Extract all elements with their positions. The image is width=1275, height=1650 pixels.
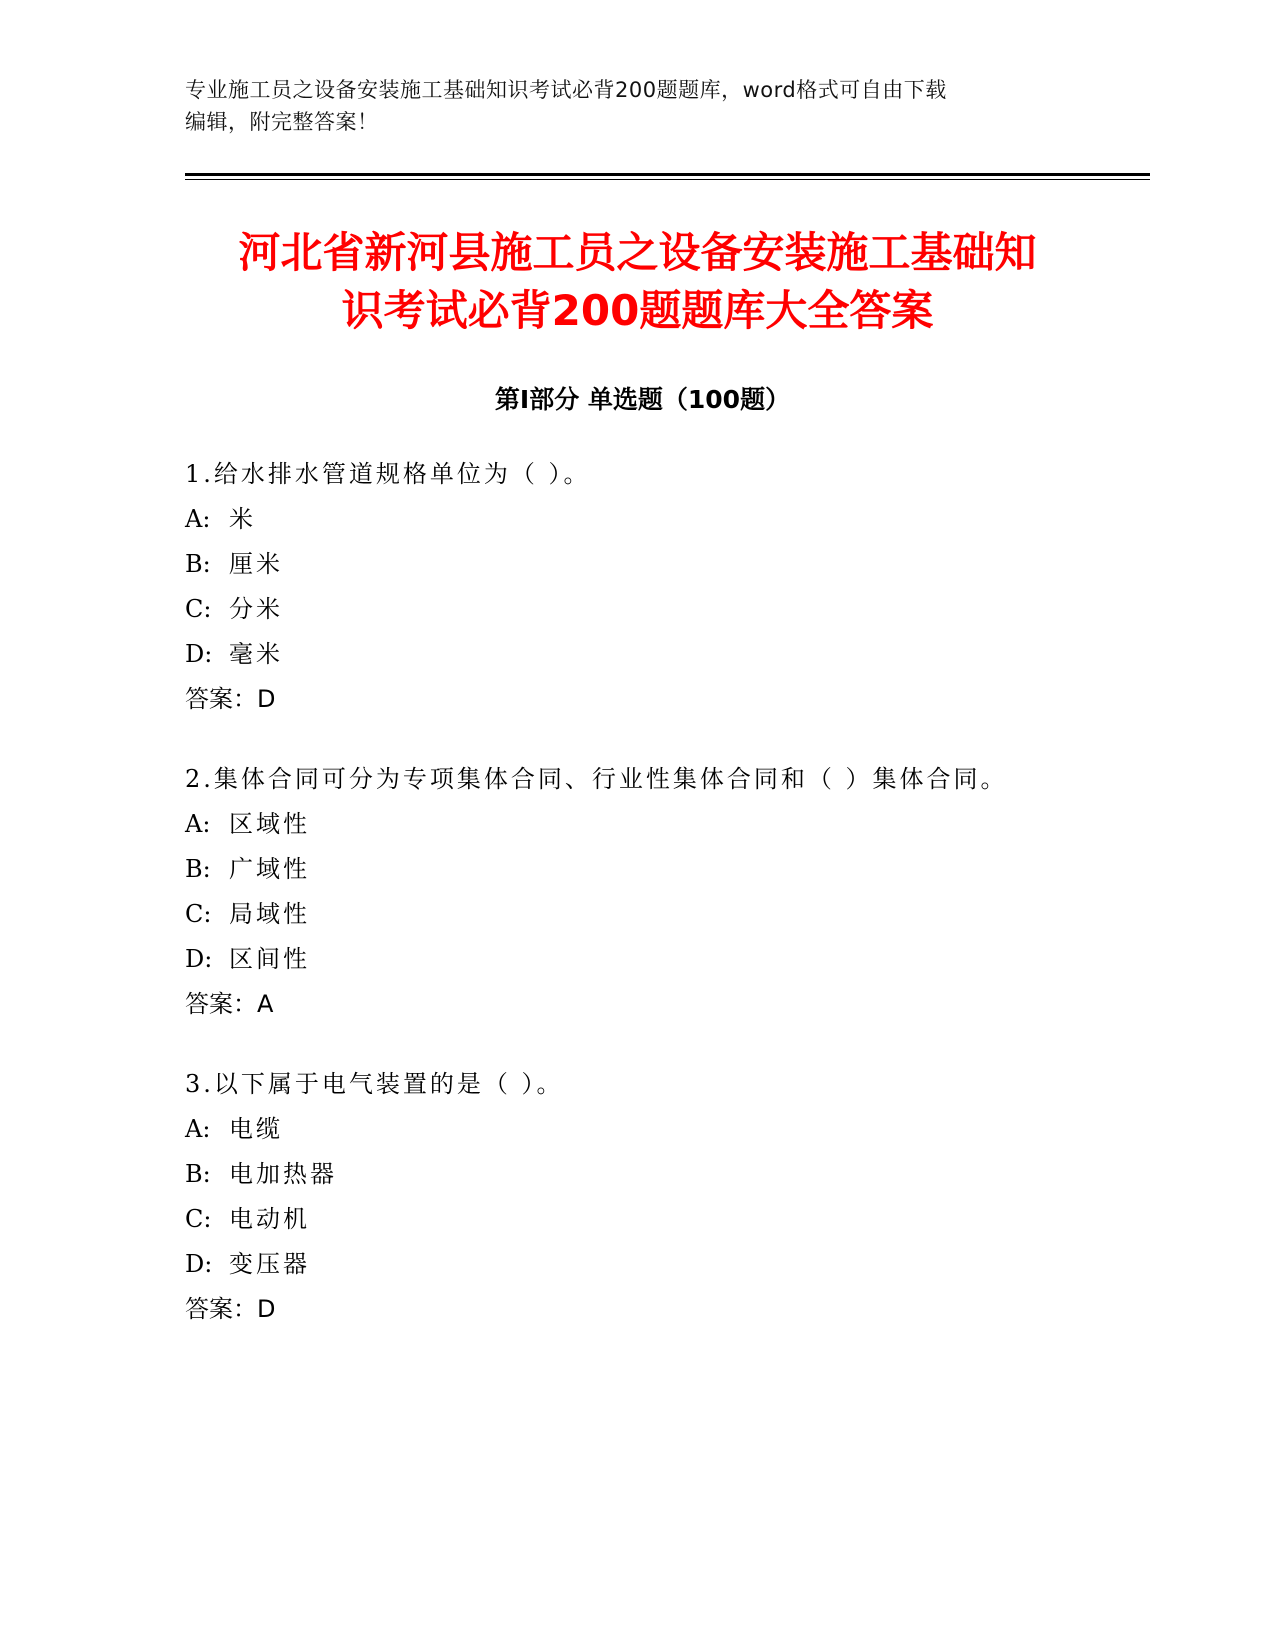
- question-1: [185, 452, 1185, 722]
- header-note-line1: 专业施工员之设备安装施工基础知识考试必背200题题库，word格式可自由下载: [185, 78, 947, 102]
- option-letter: C:: [185, 595, 212, 623]
- option-b: [185, 542, 1185, 587]
- option-letter: B:: [185, 855, 211, 883]
- option-letter: C:: [185, 1205, 212, 1233]
- option-b: [185, 1152, 1185, 1197]
- option-letter: D:: [185, 640, 213, 668]
- document-title-line2: 识考试必背200题题库大全答案: [341, 286, 934, 335]
- question-stem: 3.以下属于电气装置的是（ ）。: [185, 1070, 564, 1098]
- option-letter: D:: [185, 945, 213, 973]
- option-a: [185, 1107, 1185, 1152]
- header-note: [185, 74, 1085, 138]
- answer-line: 答案：D: [185, 685, 276, 713]
- question-2: [185, 757, 1185, 1027]
- option-text: 分米: [229, 595, 283, 623]
- option-letter: D:: [185, 1250, 213, 1278]
- option-d: [185, 1242, 1185, 1287]
- document-title-line1: 河北省新河县施工员之设备安装施工基础知: [238, 228, 1037, 277]
- section-title: 第Ⅰ部分 单选题（100题）: [494, 385, 791, 414]
- option-letter: B:: [185, 550, 211, 578]
- option-a: [185, 497, 1185, 542]
- option-a: [185, 802, 1185, 847]
- document-title: [180, 224, 1095, 340]
- option-letter: A:: [185, 810, 211, 838]
- option-letter: A:: [185, 1115, 211, 1143]
- option-text: 厘米: [229, 550, 283, 578]
- question-stem: 2.集体合同可分为专项集体合同、行业性集体合同和（ ）集体合同。: [185, 765, 1008, 793]
- option-text: 米: [229, 505, 256, 533]
- option-text: 区间性: [229, 945, 310, 973]
- option-c: [185, 892, 1185, 937]
- question-stem: 1.给水排水管道规格单位为（ ）。: [185, 460, 591, 488]
- option-text: 广域性: [229, 855, 310, 883]
- option-text: 局域性: [229, 900, 310, 928]
- option-c: [185, 1197, 1185, 1242]
- question-3: [185, 1062, 1185, 1332]
- option-letter: A:: [185, 505, 211, 533]
- option-b: [185, 847, 1185, 892]
- option-text: 毫米: [229, 640, 283, 668]
- option-text: 电加热器: [229, 1160, 337, 1188]
- header-note-line2: 编辑，附完整答案！: [185, 110, 379, 134]
- option-letter: C:: [185, 900, 212, 928]
- option-d: [185, 632, 1185, 677]
- answer-line: 答案：D: [185, 1295, 276, 1323]
- option-d: [185, 937, 1185, 982]
- option-letter: B:: [185, 1160, 211, 1188]
- header-divider-thin: [185, 179, 1150, 180]
- option-text: 电动机: [229, 1205, 310, 1233]
- header-divider-thick: [185, 173, 1150, 176]
- option-text: 电缆: [229, 1115, 283, 1143]
- option-c: [185, 587, 1185, 632]
- option-text: 区域性: [229, 810, 310, 838]
- answer-line: 答案：A: [185, 990, 274, 1018]
- option-text: 变压器: [229, 1250, 310, 1278]
